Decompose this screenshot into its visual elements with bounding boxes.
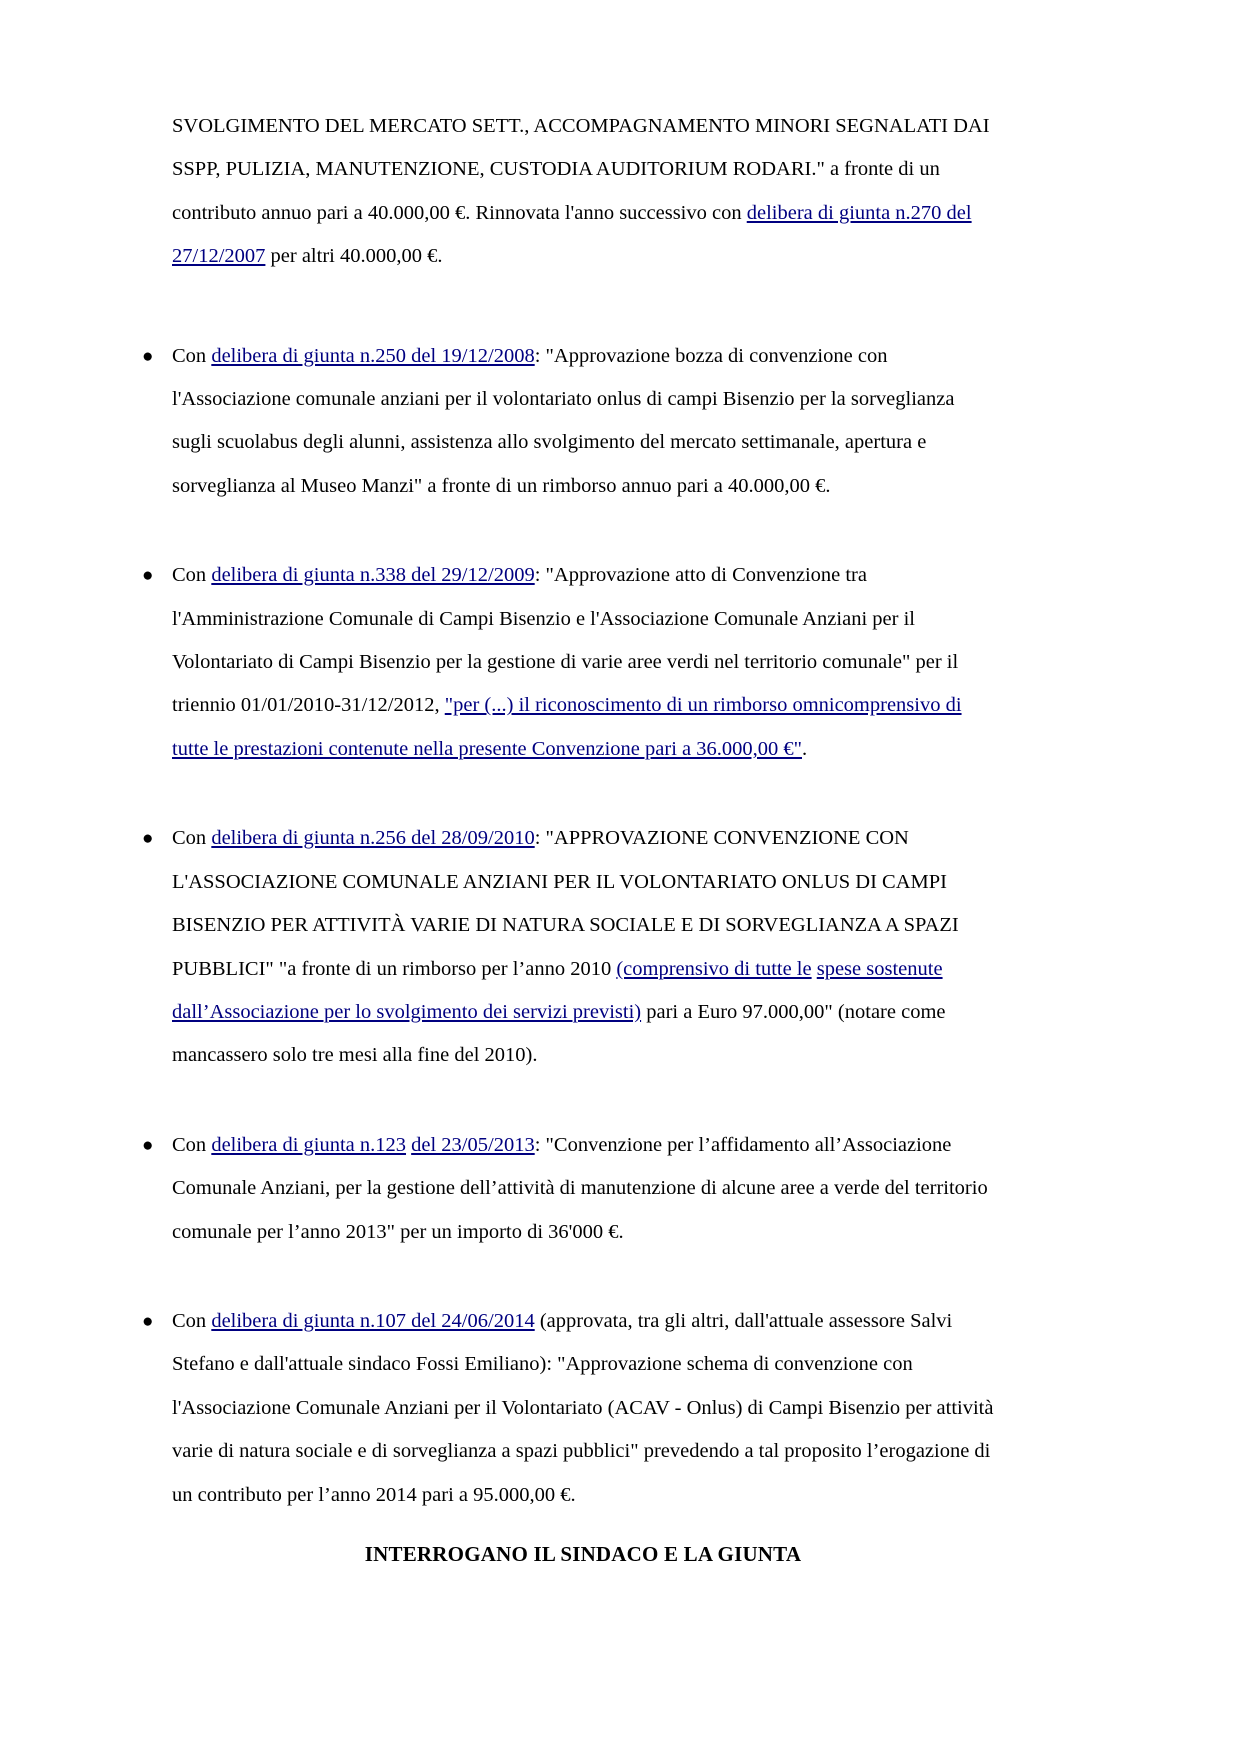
text-run: (approvata, tra gli altri, dall'attuale assessore Salvi Stefano e dall'attuale sindaco Fossi Emiliano): "Approvazione schema di convenzione con l'Associazione Comunale Anziani per il Volontariato (ACAV - Onlus) di Campi Bisenzio per attività varie di natura sociale e di sorveglianza a spazi pubblici" prevedendo a tal proposito l’erogazione di un contributo per l’anno 2014 pari a 95.000,00 €.	[172, 1309, 994, 1506]
delibera-link[interactable]: delibera di giunta n.338 del 29/12/2009	[211, 564, 535, 587]
list-item-text	[172, 554, 994, 771]
list-item	[142, 554, 994, 771]
text-run: SVOLGIMENTO DEL MERCATO SETT., ACCOMPAGNAMENTO MINORI SEGNALATI DAI SSPP, PULIZIA, MANUTENZIONE, CUSTODIA AUDITORIUM RODARI." a fronte di un contributo annuo pari a 40.000,00 €. Rinnovata l'anno successivo con	[172, 115, 990, 224]
delibera-link[interactable]: delibera di giunta n.270 del 27/12/2007	[172, 201, 972, 268]
list-item	[142, 1300, 994, 1517]
list-item-text	[172, 1124, 994, 1254]
list-item-text	[172, 817, 994, 1077]
delibera-link[interactable]: "per (...) il riconoscimento di un rimborso omnicomprensivo di tutte le prestazioni contenute nella presente Convenzione pari a 36.000,00 €"	[172, 694, 962, 760]
delibera-link[interactable]: delibera di giunta n.123	[211, 1133, 407, 1156]
delibera-link[interactable]: delibera di giunta n.256 del 28/09/2010	[211, 827, 535, 850]
bullet-icon: ●	[142, 345, 154, 367]
delibera-link[interactable]: spese sostenute dall’Associazione per lo svolgimento dei servizi previsti)	[172, 957, 943, 1023]
text-run: : "APPROVAZIONE CONVENZIONE CON L'ASSOCIAZIONE COMUNALE ANZIANI PER IL VOLONTARIATO ONLUS DI CAMPI BISENZIO PER ATTIVITÀ VARIE DI NATURA SOCIALE E DI SORVEGLIANZA A SPAZI PUBBLICI" "a fronte di un rimborso per l’anno 2010	[172, 827, 959, 980]
text-run: per altri 40.000,00 €.	[265, 245, 443, 268]
list-item	[142, 1124, 994, 1254]
list-item-text	[172, 335, 994, 509]
list-item	[142, 335, 994, 509]
text-run: Con	[172, 344, 212, 367]
text-run: : "Approvazione atto di Convenzione tra l'Amministrazione Comunale di Campi Bisenzio e l'Associazione Comunale Anziani per il Volontariato di Campi Bisenzio per la gestione di varie aree verdi nel territorio comunale" per il triennio 01/01/2010-31/12/2012,	[172, 564, 959, 717]
closing-heading: INTERROGANO IL SINDACO E LA GIUNTA	[364, 1541, 802, 1566]
text-run: .	[802, 737, 808, 760]
bullet-icon: ●	[142, 1134, 154, 1156]
intro-paragraph	[172, 105, 994, 279]
delibera-link[interactable]: del 23/05/2013	[411, 1133, 535, 1156]
document-content	[142, 105, 994, 1597]
delibera-link[interactable]: delibera di giunta n.250 del 19/12/2008	[211, 344, 535, 367]
delibera-link[interactable]: (comprensivo di tutte le	[616, 957, 812, 980]
delibera-link[interactable]: delibera di giunta n.107 del 24/06/2014	[211, 1309, 535, 1332]
text-run: : "Approvazione bozza di convenzione con l'Associazione comunale anziani per il volontariato onlus di campi Bisenzio per la sorveglianza sugli scuolabus degli alunni, assistenza allo svolgimento del mercato settimanale, apertura e sorveglianza al Museo Manzi" a fronte di un rimborso annuo pari a 40.000,00 €.	[172, 344, 955, 497]
text-run: Con	[172, 827, 212, 850]
list-item	[142, 817, 994, 1077]
text-run: : "Convenzione per l’affidamento all’Associazione Comunale Anziani, per la gestione dell’attività di manutenzione di alcune aree a verde del territorio comunale per l’anno 2013" per un importo di 36'000 €.	[172, 1133, 988, 1243]
text-run: Con	[172, 1133, 212, 1156]
text-run: Con	[172, 1309, 212, 1332]
bullet-icon: ●	[142, 565, 154, 587]
text-run: Con	[172, 564, 212, 587]
text-run: pari a Euro 97.000,00" (notare come mancassero solo tre mesi alla fine del 2010).	[172, 1000, 946, 1067]
list-item-text	[172, 1300, 994, 1517]
bullet-icon: ●	[142, 1310, 154, 1332]
bullet-icon: ●	[142, 828, 154, 850]
